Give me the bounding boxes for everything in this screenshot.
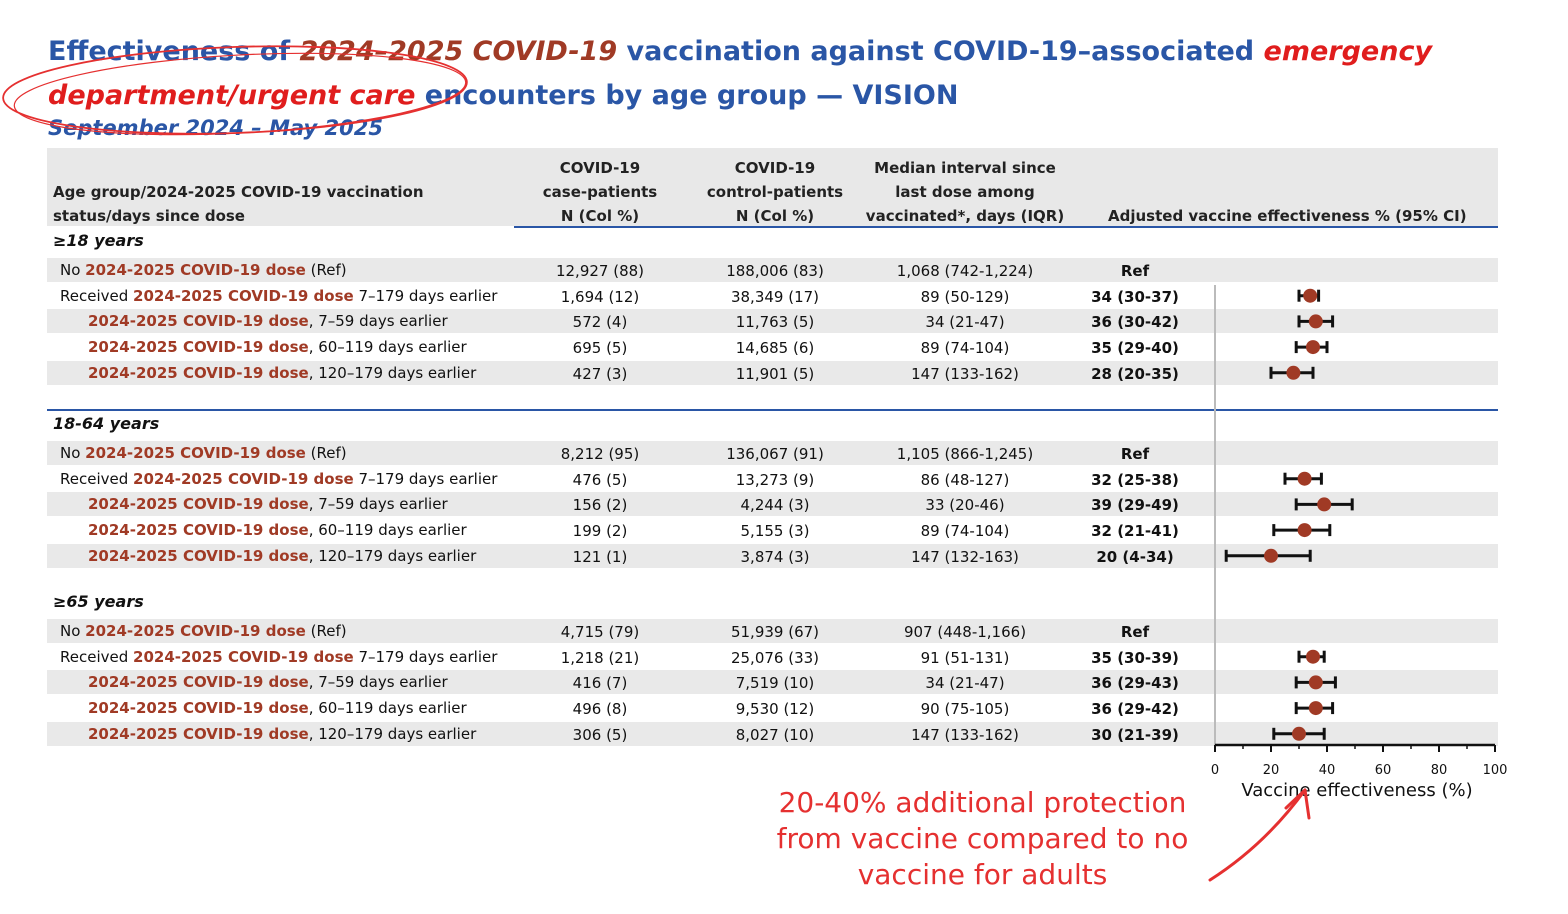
ve-point [1298,472,1312,486]
title-part-3: vaccination against COVID-19–associated [617,36,1264,67]
cell-cases: 8,212 (95) [560,445,640,463]
cell-median: 147 (133-162) [911,364,1019,383]
cell-ve: 20 (4-34) [1096,547,1174,566]
age-group-label: ≥18 years [53,231,144,250]
ve-point [1309,701,1323,715]
cell-ve: 32 (25-38) [1091,470,1179,489]
cell-controls: 5,155 (3) [740,522,810,541]
ve-point [1306,650,1320,664]
row-label: 2024-2025 COVID-19 dose, 60–119 days earlier [88,699,467,718]
x-tick-label: 60 [1374,763,1392,778]
cell-ve: 35 (30-39) [1091,648,1179,667]
cell-controls: 3,874 (3) [740,547,810,566]
cell-ve: 30 (21-39) [1091,725,1179,744]
x-axis-label: Vaccine effectiveness (%) [1241,780,1473,801]
row-label: 2024-2025 COVID-19 dose, 7–59 days earlier [88,495,448,514]
cell-cases: 427 (3) [572,364,628,383]
cell-controls: 9,530 (12) [735,700,815,719]
cell-median: 147 (133-162) [911,725,1019,744]
ve-point [1286,366,1300,380]
cell-ve: 36 (29-42) [1091,700,1179,719]
ve-point [1264,549,1278,563]
cell-controls: 25,076 (33) [730,648,820,667]
cell-median: 1,068 (742-1,224) [896,262,1034,280]
cell-cases: 306 (5) [572,725,628,744]
cell-median: 89 (74-104) [920,339,1010,358]
cell-controls: 188,006 (83) [726,262,824,280]
title-part-4: emergency department/urgent care [48,36,1433,111]
title-part-1: Effectiveness of [48,36,300,67]
cell-controls: 51,939 (67) [730,623,820,641]
annotation-text: 20-40% additional protection from vaccine compared to no vaccine for adults [776,786,1189,891]
age-group-label: ≥65 years [53,592,144,611]
ve-point [1317,497,1331,511]
row-label: 2024-2025 COVID-19 dose, 7–59 days earlier [88,312,448,331]
ve-point [1309,314,1323,328]
cell-controls: 14,685 (6) [735,339,815,358]
cell-cases: 1,694 (12) [560,287,640,306]
cell-cases: 4,715 (79) [560,623,640,641]
cell-cases: 156 (2) [572,496,628,515]
cell-controls: 38,349 (17) [730,287,820,306]
cell-median: 147 (132-163) [911,547,1019,566]
cell-ve: Ref [1120,445,1150,463]
row-label: Received 2024-2025 COVID-19 dose 7–179 days earlier [60,286,498,305]
row-label: No 2024-2025 COVID-19 dose (Ref) [60,444,347,462]
cell-cases: 1,218 (21) [560,648,640,667]
row-label: Received 2024-2025 COVID-19 dose 7–179 days earlier [60,647,498,666]
cell-median: 34 (21-47) [925,313,1005,332]
row-label: No 2024-2025 COVID-19 dose (Ref) [60,622,347,640]
cell-ve: Ref [1120,623,1150,641]
header-group: Age group/2024-2025 COVID-19 vaccination status/days since dose [53,183,424,225]
ve-point [1303,289,1317,303]
ve-point [1298,523,1312,537]
cell-controls: 8,027 (10) [735,725,815,744]
row-label: 2024-2025 COVID-19 dose, 7–59 days earlier [88,673,448,692]
chart-subtitle: September 2024 – May 2025 [48,116,383,140]
row-label: 2024-2025 COVID-19 dose, 60–119 days earlier [88,521,467,540]
cell-ve: 28 (20-35) [1091,364,1179,383]
x-tick-label: 80 [1430,763,1448,778]
cell-median: 86 (48-127) [920,470,1010,489]
cell-controls: 136,067 (91) [726,445,824,463]
age-group-label: 18-64 years [53,414,160,433]
cell-cases: 695 (5) [572,339,628,358]
title-part-2: 2024–2025 COVID-19 [299,36,618,67]
header-ve: Adjusted vaccine effectiveness % (95% CI) [1108,207,1467,225]
row-label: Received 2024-2025 COVID-19 dose 7–179 days earlier [60,469,498,488]
cell-ve: 34 (30-37) [1091,287,1179,306]
title-part-5: encounters by age group — VISION [415,80,959,111]
cell-cases: 121 (1) [572,547,628,566]
highlight-circle-2 [12,43,467,145]
row-label: 2024-2025 COVID-19 dose, 120–179 days earlier [88,546,477,565]
header-cases: COVID-19 case-patients N (Col %) [542,159,658,225]
ve-point [1306,340,1320,354]
x-tick-label: 40 [1318,763,1336,778]
row-label: 2024-2025 COVID-19 dose, 120–179 days earlier [88,363,477,382]
cell-ve: 36 (29-43) [1091,674,1179,693]
cell-ve: 32 (21-41) [1091,522,1179,541]
ve-point [1292,727,1306,741]
cell-controls: 13,273 (9) [735,470,815,489]
highlight-circle [2,39,469,141]
cell-ve: 36 (30-42) [1091,313,1179,332]
cell-controls: 7,519 (10) [735,674,815,693]
cell-controls: 11,763 (5) [735,313,815,332]
cell-cases: 12,927 (88) [555,262,645,280]
x-tick-label: 0 [1210,763,1220,778]
cell-ve: 35 (29-40) [1091,339,1179,358]
ve-point [1309,675,1323,689]
header-median: Median interval since last dose among vaccinated*, days (IQR) [865,159,1065,225]
x-tick-label: 20 [1262,763,1280,778]
cell-median: 89 (74-104) [920,522,1010,541]
cell-cases: 496 (8) [572,700,628,719]
row-label: 2024-2025 COVID-19 dose, 120–179 days earlier [88,724,477,743]
forest-marks [1211,285,1508,778]
cell-median: 89 (50-129) [920,287,1010,306]
cell-median: 34 (21-47) [925,674,1005,693]
cell-median: 33 (20-46) [925,496,1005,515]
header-controls: COVID-19 control-patients N (Col %) [706,159,844,225]
row-label: No 2024-2025 COVID-19 dose (Ref) [60,261,347,279]
cell-median: 1,105 (866-1,245) [896,445,1034,463]
cell-controls: 4,244 (3) [740,496,810,515]
cell-cases: 476 (5) [572,470,628,489]
cell-median: 907 (448-1,166) [903,623,1027,641]
cell-ve: 39 (29-49) [1091,496,1179,515]
cell-median: 91 (51-131) [920,648,1010,667]
cell-cases: 572 (4) [572,313,628,332]
cell-cases: 199 (2) [572,522,628,541]
x-tick-label: 100 [1482,763,1508,778]
cell-cases: 416 (7) [572,674,628,693]
cell-controls: 11,901 (5) [735,364,815,383]
cell-median: 90 (75-105) [920,700,1010,719]
cell-ve: Ref [1120,262,1150,280]
row-label: 2024-2025 COVID-19 dose, 60–119 days earlier [88,338,467,357]
